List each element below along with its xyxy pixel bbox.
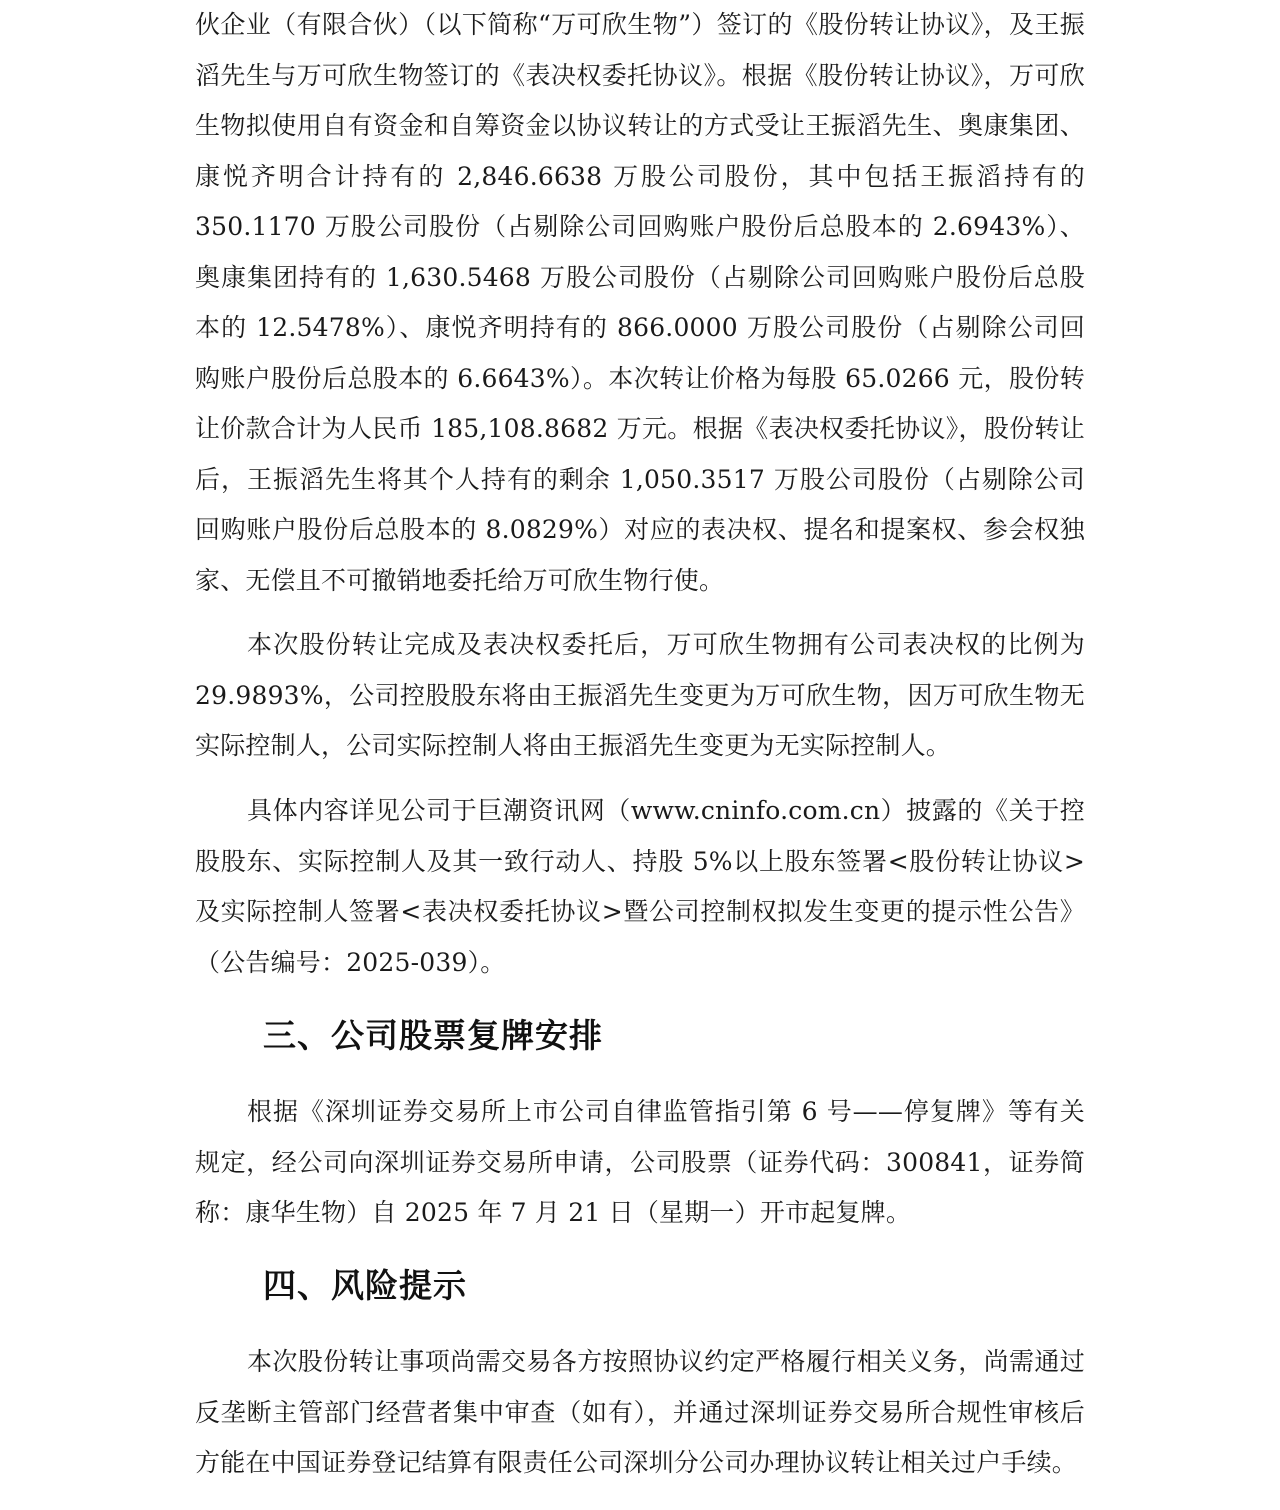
paragraph-risk-warning: 本次股份转让事项尚需交易各方按照协议约定严格履行相关义务，尚需通过反垄断主管部门经营者集中审查（如有），并通过深圳证券交易所合规性审核后方能在中国证券登记结算有限责任公司深圳分公司办理协议转让相关过户手续。 [195, 1347, 1085, 1477]
paragraph-share-transfer-details: 伙企业（有限合伙）（以下简称“万可欣生物”）签订的《股份转让协议》，及王振滔先生与万可欣生物签订的《表决权委托协议》。根据《股份转让协议》，万可欣生物拟使用自有资金和自筹资金以协议转让的方式受让王振滔先生、奥康集团、康悦齐明合计持有的 2,846.6638 万股公司股份，其中包括王振滔持有的 350.1170 万股公司股份（占剔除公司回购账户股份后总股本的 2.6943%）、奥康集团持有的 1,630.5468 万股公司股份（占剔除公司回购账户股份后总股本的 12.5478%）、康悦齐明持有的 866.0000 万股公司股份（占剔除公司回购账户股份后总股本的 6.6643%）。本次转让价格为每股 65.0266 元，股份转让价款合计为人民币 185,108.8682 万元。根据《表决权委托协议》，股份转让后，王振滔先生将其个人持有的剩余 1,050.3517 万股公司股份（占剔除公司回购账户股份后总股本的 8.0829%）对应的表决权、提名和提案权、参会权独家、无偿且不可撤销地委托给万可欣生物行使。 [195, 10, 1085, 595]
paragraph-resumption-arrangement: 根据《深圳证券交易所上市公司自律监管指引第 6 号——停复牌》等有关规定，经公司向深圳证券交易所申请，公司股票（证券代码：300841，证券简称：康华生物）自 2025 年 7 月 21 日（星期一）开市起复牌。 [195, 1097, 1085, 1227]
paragraph-announcement-reference: 具体内容详见公司于巨潮资讯网（www.cninfo.com.cn）披露的《关于控股股东、实际控制人及其一致行动人、持股 5%以上股东签署<股份转让协议>及实际控制人签署<表决权委托协议>暨公司控制权拟发生变更的提示性公告》（公告编号：2025-039）。 [195, 796, 1085, 977]
section-heading-resumption: 三、公司股票复牌安排 [263, 1016, 603, 1055]
paragraph-control-change: 本次股份转让完成及表决权委托后，万可欣生物拥有公司表决权的比例为 29.9893%，公司控股股东将由王振滔先生变更为万可欣生物，因万可欣生物无实际控制人，公司实际控制人将由王振滔先生变更为无实际控制人。 [195, 630, 1085, 760]
section-heading-risk: 四、风险提示 [263, 1266, 467, 1305]
